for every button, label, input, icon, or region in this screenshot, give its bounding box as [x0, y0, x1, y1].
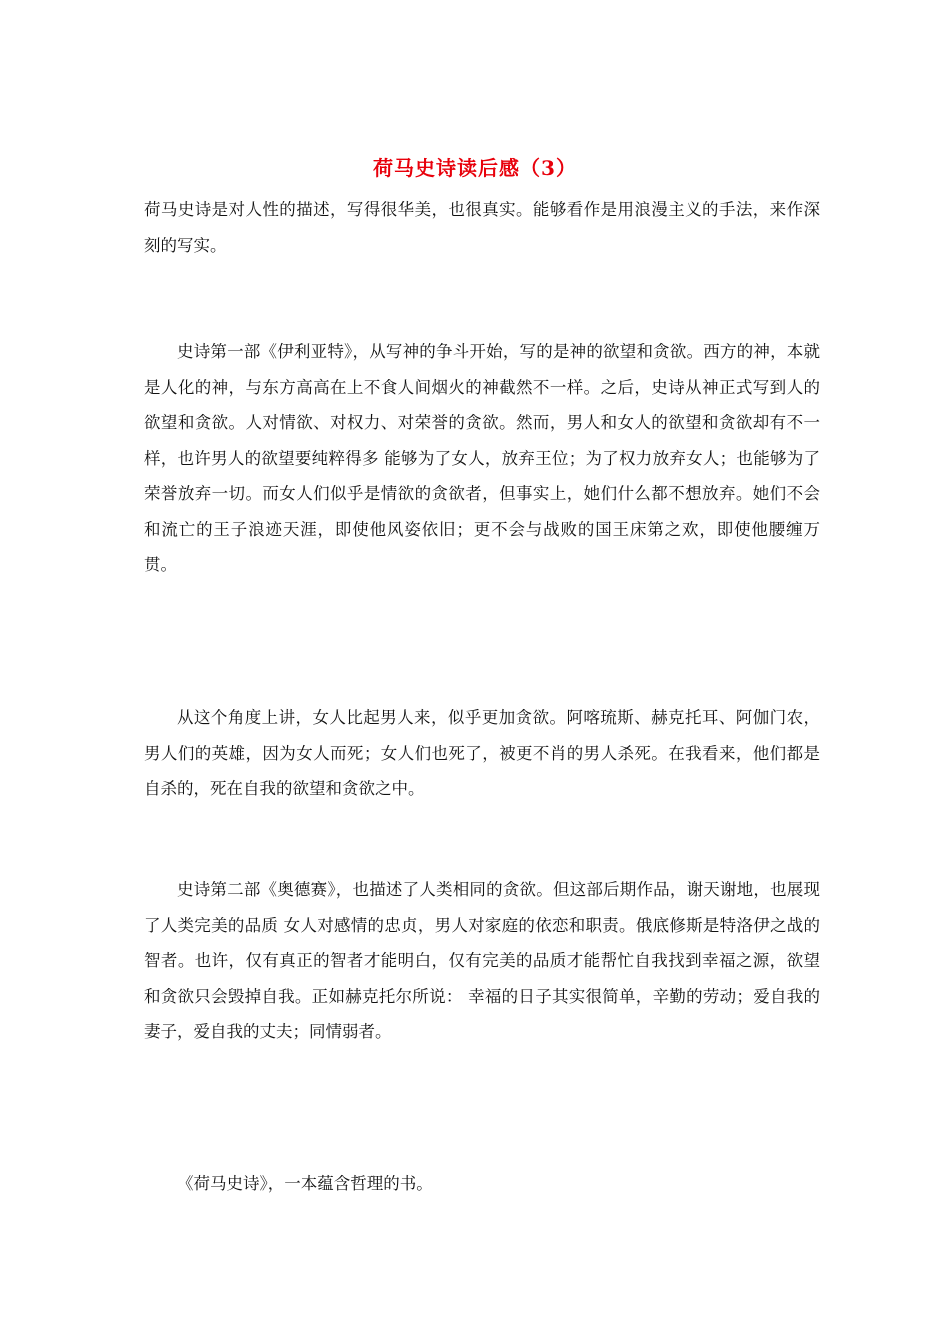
document-title: 荷马史诗读后感（3） [373, 156, 577, 180]
paragraph-heroes: 从这个角度上讲，女人比起男人来，似乎更加贪欲。阿喀琉斯、赫克托耳、阿伽门农，男人们的英雄，因为女人而死；女人们也死了，被更不肖的男人杀死。在我看来，他们都是自杀的，死在自我的欲望和贪欲之中。 [144, 708, 820, 798]
paragraph-odyssey: 史诗第二部《奥德赛》，也描述了人类相同的贪欲。但这部后期作品，谢天谢地，也展现了人类完美的品质 女人对感情的忠贞，男人对家庭的依恋和职责。俄底修斯是特洛伊之战的智者。也许，仅有真正的智者才能明白，仅有完美的品质才能帮忙自我找到幸福之源，欲望和贪欲只会毁掉自我。正如赫克托尔所说： 幸福的日子其实很简单，辛勤的劳动；爱自我的妻子，爱自我的丈夫；同情弱者。 [144, 880, 820, 1041]
paragraph-intro: 荷马史诗是对人性的描述，写得很华美，也很真实。能够看作是用浪漫主义的手法，来作深刻的写实。 [144, 200, 820, 255]
paragraph-iliad: 史诗第一部《伊利亚特》，从写神的争斗开始，写的是神的欲望和贪欲。西方的神，本就是人化的神，与东方高高在上不食人间烟火的神截然不一样。之后，史诗从神正式写到人的欲望和贪欲。人对情欲、对权力、对荣誉的贪欲。然而，男人和女人的欲望和贪欲却有不一样，也许男人的欲望要纯粹得多 能够为了女人，放弃王位；为了权力放弃女人；也能够为了荣誉放弃一切。而女人们似乎是情欲的贪欲者，但事实上，她们什么都不想放弃。她们不会和流亡的王子浪迹天涯，即使他风姿依旧；更不会与战败的国王床第之欢，即使他腰缠万贯。 [144, 342, 820, 574]
paragraph-conclusion: 《荷马史诗》，一本蕴含哲理的书。 [177, 1174, 433, 1193]
